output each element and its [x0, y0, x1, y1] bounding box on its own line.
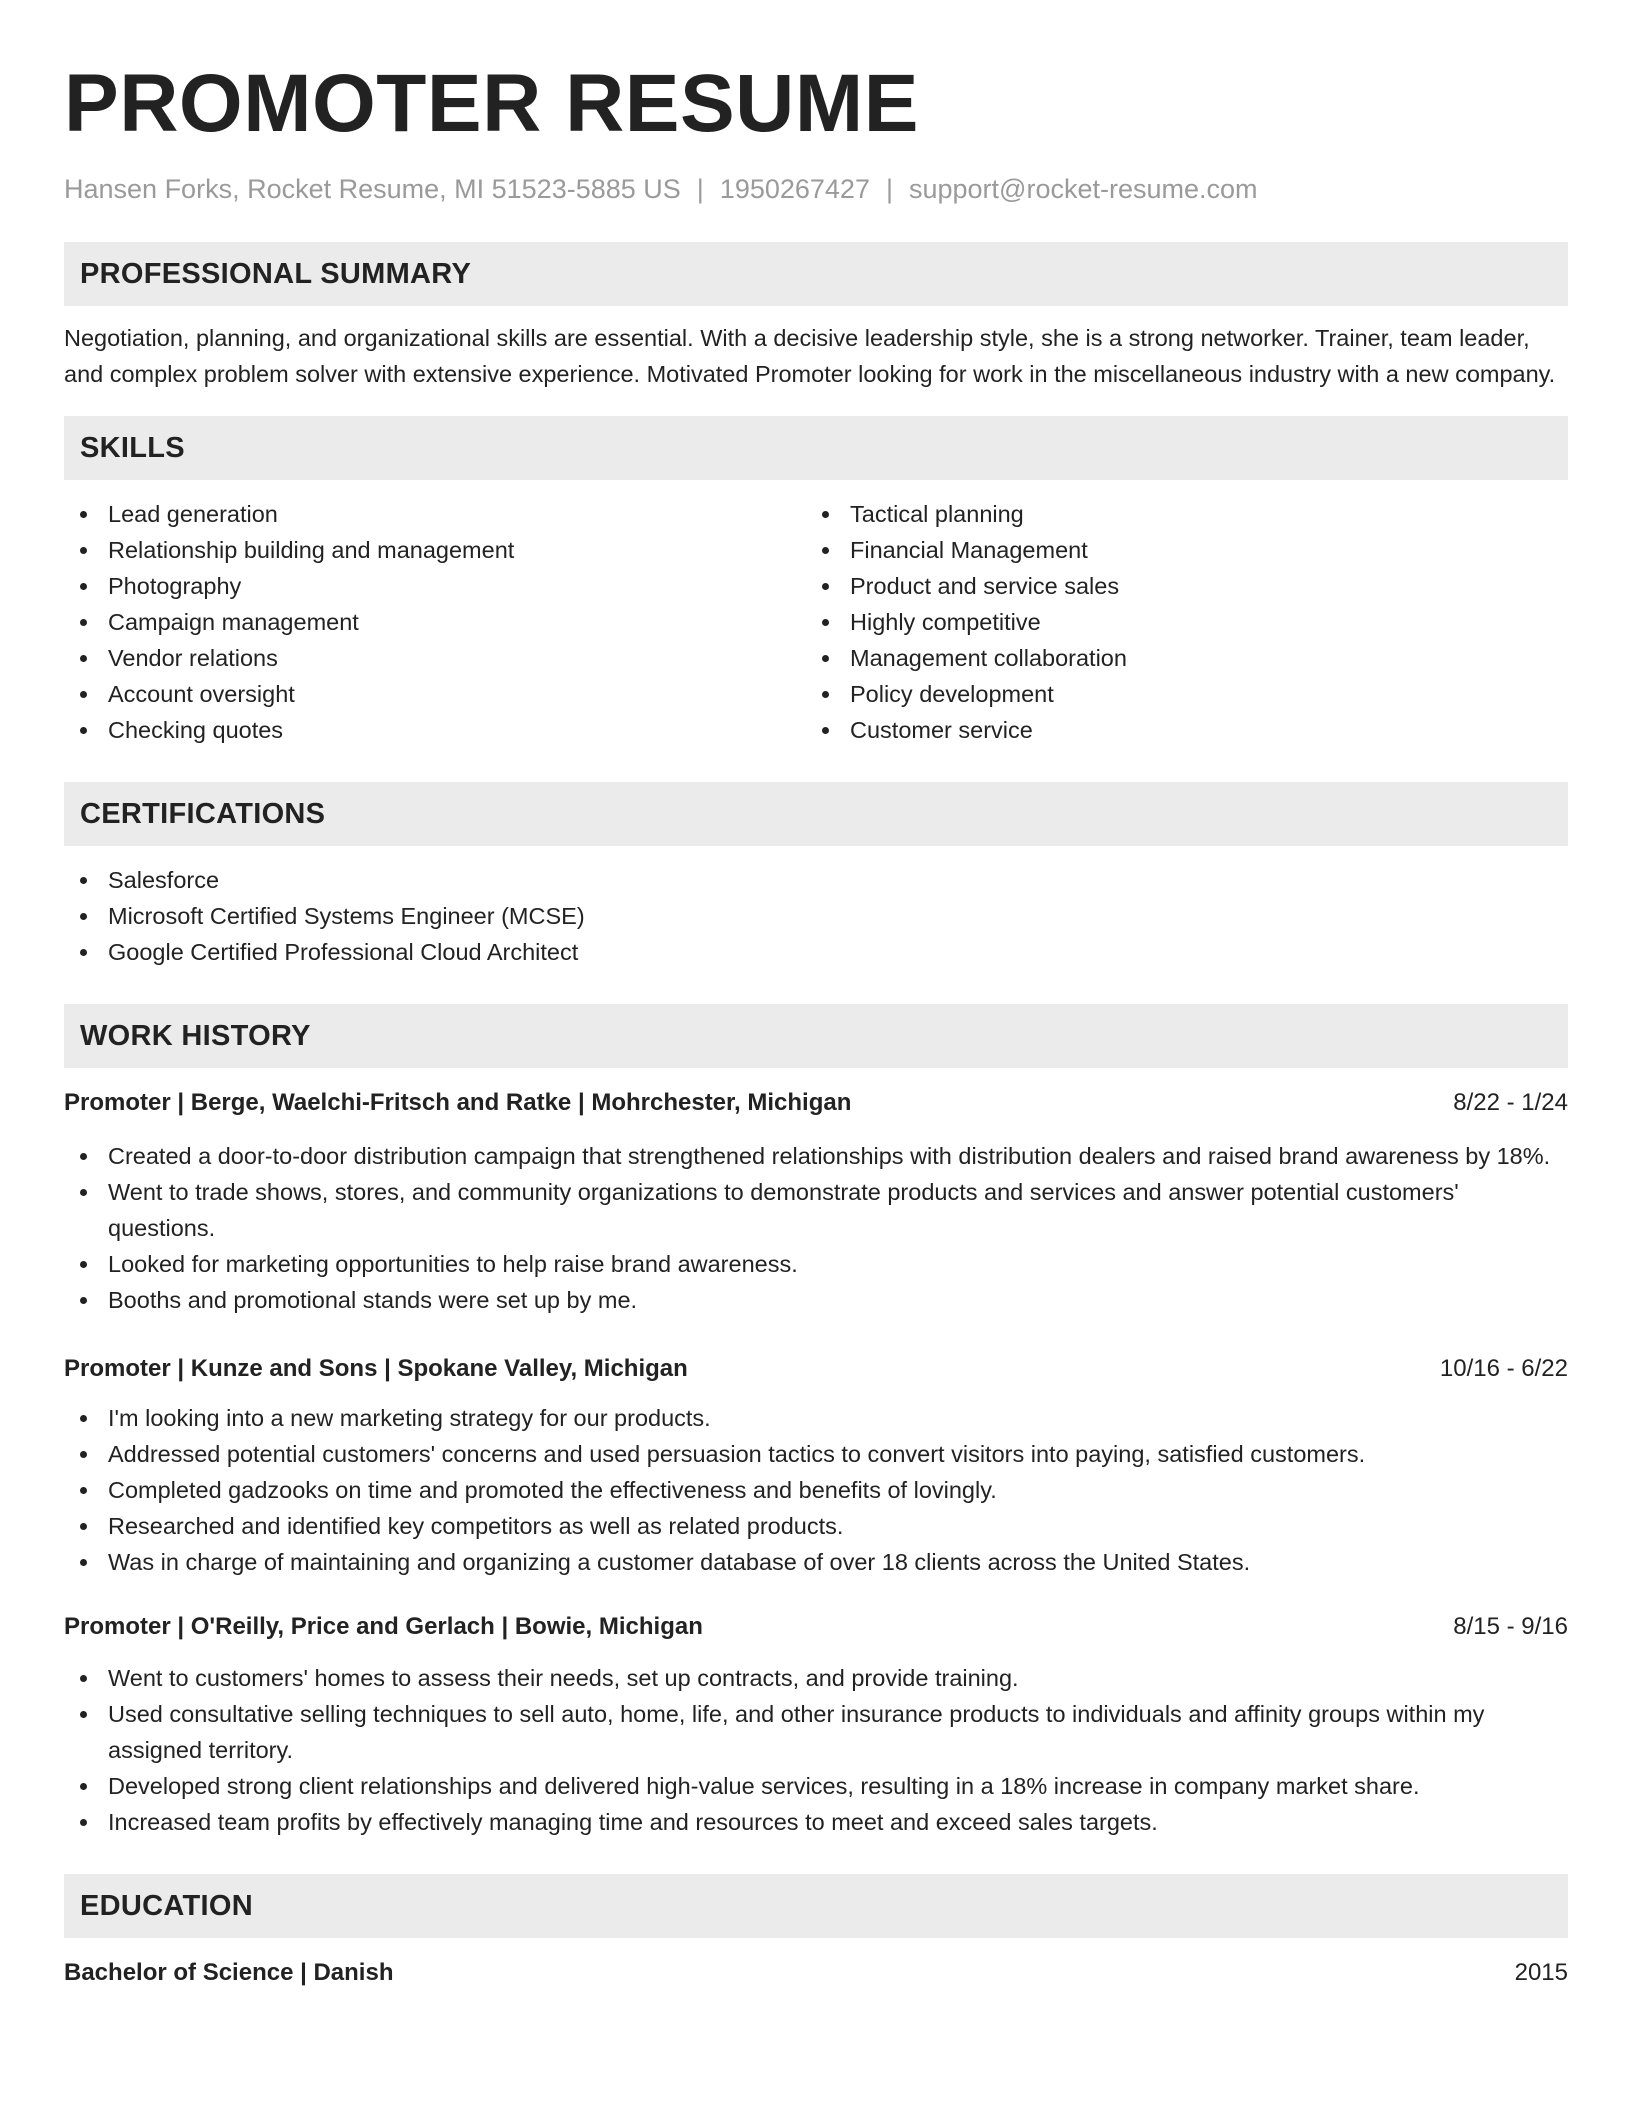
summary-text: Negotiation, planning, and organizational skills are essential. With a decisive leadership style, she is a strong networker. Trainer, team leader, and complex problem solver with extensive experience. Motivated Promoter looking for work in the miscellaneous industry with a new company.: [64, 325, 1556, 387]
job-dates: 10/16 - 6/22: [1439, 1355, 1568, 1382]
contact-address: Hansen Forks, Rocket Resume, MI 51523-5885 US: [64, 174, 681, 204]
resume-title: PROMOTER RESUME: [64, 58, 919, 149]
contact-line: [64, 172, 1568, 206]
skill-item: Account oversight: [64, 676, 806, 712]
job-bullet: Went to customers' homes to assess their needs, set up contracts, and provide training.: [64, 1660, 1568, 1696]
job-bullet: Developed strong client relationships and delivered high-value services, resulting in a 18% increase in company market share.: [64, 1768, 1568, 1804]
skill-item: Product and service sales: [806, 568, 1548, 604]
job-dates: 8/22 - 1/24: [1453, 1089, 1568, 1116]
skill-item: Highly competitive: [806, 604, 1548, 640]
certification-item: Salesforce: [64, 862, 1568, 898]
job-bullet: Booths and promotional stands were set up by me.: [64, 1282, 1568, 1318]
summary-heading: PROFESSIONAL SUMMARY: [64, 242, 1568, 306]
job-bullet: Completed gadzooks on time and promoted the effectiveness and benefits of lovingly.: [64, 1472, 1568, 1508]
job-bullets: [64, 1660, 1568, 1840]
skills-column-right: [806, 496, 1548, 748]
skill-item: Management collaboration: [806, 640, 1548, 676]
skill-item: Policy development: [806, 676, 1548, 712]
job-bullet: I'm looking into a new marketing strategy for our products.: [64, 1400, 1568, 1436]
job-header: [64, 1352, 1568, 1386]
education-heading: EDUCATION: [64, 1874, 1568, 1938]
job-title: Promoter | O'Reilly, Price and Gerlach | Bowie, Michigan: [64, 1613, 703, 1640]
job-header: [64, 1610, 1568, 1644]
job-dates: 8/15 - 9/16: [1453, 1613, 1568, 1640]
skill-item: Lead generation: [64, 496, 806, 532]
skill-item: Vendor relations: [64, 640, 806, 676]
skill-item: Campaign management: [64, 604, 806, 640]
skill-item: Checking quotes: [64, 712, 806, 748]
job-entry: [64, 1086, 1568, 1318]
job-bullet: Addressed potential customers' concerns and used persuasion tactics to convert visitors into paying, satisfied customers.: [64, 1436, 1568, 1472]
skill-item: Customer service: [806, 712, 1548, 748]
job-bullet: Increased team profits by effectively managing time and resources to meet and exceed sales targets.: [64, 1804, 1568, 1840]
job-bullet: Was in charge of maintaining and organizing a customer database of over 18 clients across the United States.: [64, 1544, 1568, 1580]
job-bullet: Used consultative selling techniques to sell auto, home, life, and other insurance products to individuals and affinity groups within my assigned territory.: [64, 1696, 1568, 1768]
contact-phone: 1950267427: [719, 174, 870, 204]
skill-item: Photography: [64, 568, 806, 604]
job-entry: [64, 1352, 1568, 1580]
job-bullet: Researched and identified key competitors as well as related products.: [64, 1508, 1568, 1544]
skill-item: Relationship building and management: [64, 532, 806, 568]
skills-grid: [64, 496, 1568, 748]
education-entry: [64, 1956, 1568, 1990]
education-year: 2015: [1514, 1959, 1568, 1986]
contact-email: support@rocket-resume.com: [908, 174, 1258, 204]
job-bullet: Looked for marketing opportunities to help raise brand awareness.: [64, 1246, 1568, 1282]
job-bullets: [64, 1138, 1568, 1318]
job-header: [64, 1086, 1568, 1120]
skills-heading: SKILLS: [64, 416, 1568, 480]
skills-column-left: [64, 496, 806, 748]
job-bullet: Created a door-to-door distribution campaign that strengthened relationships with distribution dealers and raised brand awareness by 18%.: [64, 1138, 1568, 1174]
contact-separator: |: [696, 174, 704, 204]
contact-separator: |: [885, 174, 893, 204]
certifications-heading: CERTIFICATIONS: [64, 782, 1568, 846]
job-bullet: Went to trade shows, stores, and community organizations to demonstrate products and services and answer potential customers' questions.: [64, 1174, 1568, 1246]
job-title: Promoter | Kunze and Sons | Spokane Valley, Michigan: [64, 1355, 688, 1382]
education-degree: Bachelor of Science | Danish: [64, 1959, 394, 1986]
skill-item: Tactical planning: [806, 496, 1548, 532]
certification-item: Microsoft Certified Systems Engineer (MCSE): [64, 898, 1568, 934]
certification-item: Google Certified Professional Cloud Architect: [64, 934, 1568, 970]
certifications-list: [64, 862, 1568, 970]
job-entry: [64, 1610, 1568, 1840]
skill-item: Financial Management: [806, 532, 1548, 568]
work-history-heading: WORK HISTORY: [64, 1004, 1568, 1068]
job-bullets: [64, 1400, 1568, 1580]
job-title: Promoter | Berge, Waelchi-Fritsch and Ratke | Mohrchester, Michigan: [64, 1089, 852, 1116]
